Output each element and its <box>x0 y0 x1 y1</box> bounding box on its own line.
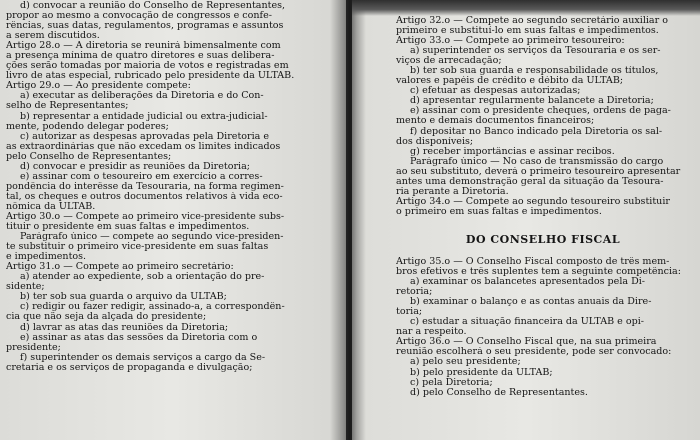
text-line: retoria; <box>396 287 433 298</box>
text-line: Artigo 30.o — Compete ao primeiro vice-presidente subs- <box>6 211 285 222</box>
text-line: bros efetivos e três suplentes tem a seguinte competência: <box>396 267 681 278</box>
text-line: ções serão tomadas por maioria de votos e registradas em <box>6 61 289 72</box>
text-line: cretaria e os serviços de propaganda e divulgação; <box>6 362 253 373</box>
text-line: viços de arrecadação; <box>396 56 502 67</box>
text-line: e) assinar com o tesoureiro em exercício a corres- <box>20 171 263 182</box>
text-line: d) pelo Conselho de Representantes. <box>410 387 588 398</box>
text-line: tal, os cheques e outros documentos relativos à vida eco- <box>6 191 283 202</box>
text-line: selho de Representantes; <box>6 101 129 112</box>
text-line: e) assinar as atas das sessões da Diretoria com o <box>20 332 258 343</box>
text-line: primeiro e substituí-lo em suas faltas e impedimentos. <box>396 26 659 37</box>
text-line: d) apresentar regularmente balancete a Diretoria; <box>410 96 654 107</box>
text-line: Artigo 35.o — O Conselho Fiscal composto de três mem- <box>396 256 670 267</box>
text-line: a) executar as deliberações da Diretoria e do Con- <box>20 91 264 102</box>
text-line: e impedimentos. <box>6 252 87 263</box>
text-line: presidente; <box>6 342 61 353</box>
text-line: as extraordinárias que não excedam os limites indicados <box>6 141 281 152</box>
text-line: Artigo 34.o — Compete ao segundo tesoureiro substituir <box>396 196 670 207</box>
text-line: Parágrafo único — compete ao segundo vice-presiden- <box>20 232 284 243</box>
left-page-text <box>6 1 328 373</box>
right-page <box>352 0 700 440</box>
text-line: a) atender ao expediente, sob a orientação do pre- <box>20 272 265 283</box>
text-line: e) assinar com o presidente cheques, ordens de paga- <box>410 106 671 117</box>
text-line: pondência do interêsse da Tesouraria, na forma regimen- <box>6 181 284 192</box>
text-line: mento e demais documentos financeiros; <box>396 116 595 127</box>
text-line: b) representar a entidade judicial ou extra-judicial- <box>20 111 268 122</box>
text-line: f) superintender os demais serviços a cargo da Se- <box>20 352 266 363</box>
text-line: Artigo 32.o — Compete ao segundo secretário auxiliar o <box>396 16 668 26</box>
text-line: d) convocar e presidir as reuniões da Diretoria; <box>20 161 251 172</box>
text-line: Parágrafo único — No caso de transmissão do cargo <box>410 156 664 167</box>
text-line: a) superintender os serviços da Tesouraria e os ser- <box>410 46 661 57</box>
text-line: b) ter sob sua guarda e responsabilidade os títulos, <box>410 66 659 77</box>
text-line: sidente; <box>6 282 45 293</box>
right-page-text-bottom <box>396 257 690 398</box>
text-line: propor ao mesmo a convocação de congressos e confe- <box>6 11 272 22</box>
text-line: b) ter sob sua guarda o arquivo da ULTAB; <box>20 292 227 303</box>
text-line: pelo Conselho de Representantes; <box>6 151 172 162</box>
text-line: Artigo 36.o — O Conselho Fiscal que, na sua primeira <box>396 337 657 348</box>
text-line: c) efetuar as despesas autorizadas; <box>410 86 581 97</box>
text-line: a) examinar os balancetes apresentados pela Di- <box>410 277 646 288</box>
text-line: valores e papéis de crédito e débito da ULTAB; <box>396 76 624 87</box>
text-line: tituir o presidente em suas faltas e impedimentos. <box>6 222 250 233</box>
text-line: c) pela Diretoria; <box>410 377 493 388</box>
left-page <box>0 0 346 440</box>
text-line: c) estudar a situação financeira da ULTAB e opi- <box>410 317 644 328</box>
text-line: d) convocar a reunião do Conselho de Representantes, <box>20 1 286 11</box>
text-line: Artigo 31.o — Compete ao primeiro secretário: <box>6 262 234 273</box>
text-line: te substituir o primeiro vice-presidente em suas faltas <box>6 242 269 253</box>
page-top-shadow <box>352 0 700 16</box>
section-heading: DO CONSELHO FISCAL <box>465 232 621 246</box>
text-line: d) lavrar as atas das reuniões da Diretoria; <box>20 322 229 333</box>
text-line: b) examinar o balanço e as contas anuais da Dire- <box>410 297 652 308</box>
text-line: toria; <box>396 307 423 318</box>
text-line: g) receber importâncias e assinar recibos. <box>410 146 615 157</box>
text-line: nar a respeito. <box>396 327 467 338</box>
text-line: f) depositar no Banco indicado pela Diretoria os sal- <box>410 126 663 137</box>
text-line: livro de atas especial, rubricado pelo presidente da ULTAB. <box>6 71 295 82</box>
text-line: antes uma demonstração geral da situação da Tesoura- <box>396 176 664 187</box>
text-line: c) autorizar as despesas aprovadas pela Diretoria e <box>20 131 270 142</box>
text-line: cia que não seja da alçada do presidente; <box>6 312 207 323</box>
text-line: a serem discutidos. <box>6 31 100 42</box>
text-line: Artigo 28.o — A diretoria se reunirá bimensalmente com <box>6 41 281 52</box>
text-line: a presença mínima de quatro diretores e suas delibera- <box>6 51 275 62</box>
text-line: mente, podendo delegar poderes; <box>6 121 169 132</box>
book-gutter-shadow <box>330 0 366 440</box>
text-line: Artigo 29.o — Ao presidente compete: <box>6 81 191 92</box>
text-line: dos disponíveis; <box>396 136 474 147</box>
text-line: ao seu substituto, deverá o primeiro tesoureiro apresentar <box>396 166 681 177</box>
text-line: ria perante a Diretoria. <box>396 186 509 197</box>
text-line: c) redigir ou fazer redigir, assinado-a, a correspondên- <box>20 302 285 313</box>
text-line: b) pelo presidente da ULTAB; <box>410 367 553 378</box>
text-line: reunião escolherá o seu presidente, pode ser convocado: <box>396 347 672 358</box>
text-line: o primeiro em suas faltas e impedimentos. <box>396 206 602 217</box>
text-line: a) pelo seu presidente; <box>410 357 521 368</box>
right-page-text-top <box>396 16 690 217</box>
text-line: Artigo 33.o — Compete ao primeiro tesoureiro: <box>396 36 625 47</box>
text-line: rências, suas datas, regulamentos, programas e assuntos <box>6 21 284 32</box>
text-line: nômica da ULTAB. <box>6 201 96 212</box>
